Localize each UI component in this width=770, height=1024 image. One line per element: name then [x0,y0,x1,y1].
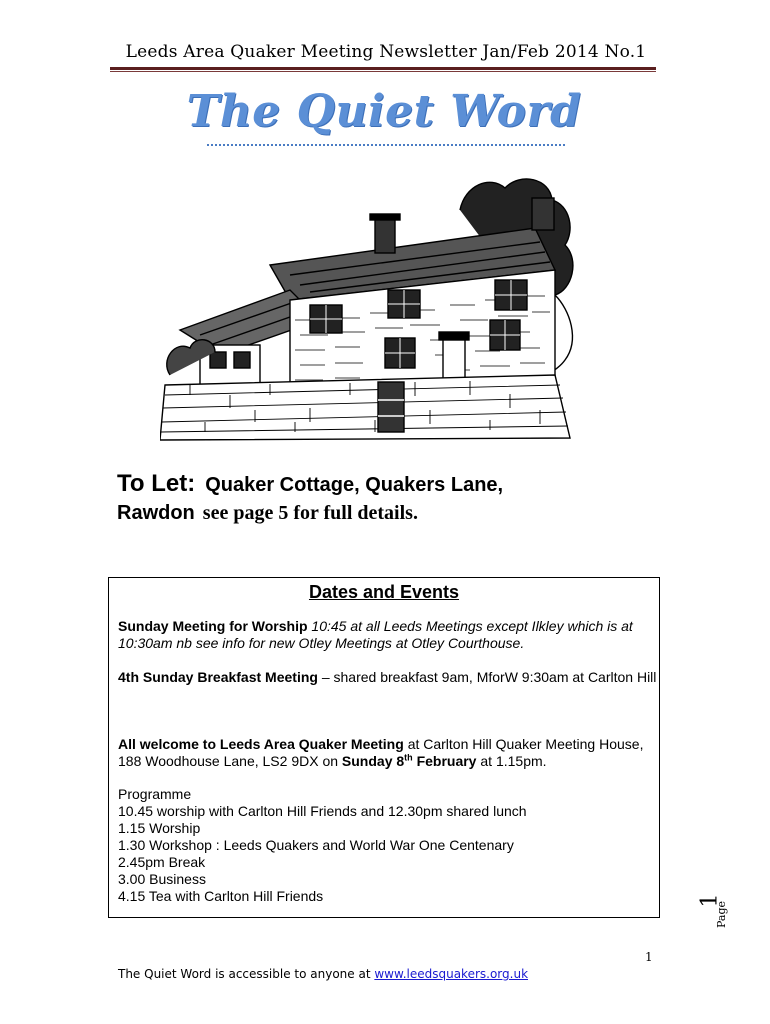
footer-link[interactable]: www.leedsquakers.org.uk [374,967,529,981]
welcome-label: All welcome to Leeds Area Quaker Meeting [118,736,404,752]
welcome-day-suffix: th [404,752,413,763]
to-let-see: see page 5 for full details. [202,502,418,524]
to-let-label: To Let: [117,470,196,497]
to-let-heading [117,470,503,498]
to-let-subline [117,502,418,525]
programme-line: Programme [118,786,192,802]
programme-line: 1.15 Worship [118,820,201,836]
footer-text: The Quiet Word is accessible to anyone at [118,967,371,981]
to-let-town: Rawdon [117,502,195,524]
to-let-address: Quaker Cottage, Quakers Lane, [205,474,504,496]
welcome-time: at 1.15pm. [480,753,547,769]
welcome-paragraph [118,736,658,770]
masthead-underline [207,144,565,146]
programme-line: 1.30 Workshop : Leeds Quakers and World War One Centenary [118,837,514,853]
breakfast-details: – shared breakfast 9am, MforW 9:30am at Carlton Hill [321,669,657,685]
sunday-meeting-paragraph [118,618,658,652]
events-box [108,577,660,918]
sunday-meeting-label: Sunday Meeting for Worship [118,618,308,634]
page-number: 1 [645,950,653,964]
side-page-number: 1 [697,893,723,908]
cottage-drawing-icon [160,170,600,442]
footer [118,967,528,981]
side-page-label: Page [715,900,729,929]
masthead-title: The Quiet Word [186,86,582,137]
programme-line: 4.15 Tea with Carlton Hill Friends [118,888,324,904]
programme-list [118,786,658,905]
welcome-details: at Carlton Hill Quaker Meeting House, 188 Woodhouse Lane, LS2 9DX on [118,736,644,769]
welcome-month: February [416,753,477,769]
programme-line: 10.45 worship with Carlton Hill Friends and 12.30pm shared lunch [118,803,527,819]
breakfast-label: 4th Sunday Breakfast Meeting [118,669,318,685]
programme-line: 2.45pm Break [118,854,206,870]
header-rule-thin [110,71,656,72]
side-page-marker [698,886,728,936]
sunday-meeting-details: 10:45 at all Leeds Meetings except Ilkley which is at 10:30am nb see info for new Otley Meetings at Otley Courthouse. [118,618,633,651]
welcome-day: Sunday 8 [341,753,405,769]
running-header: Leeds Area Quaker Meeting Newsletter Jan/Feb 2014 No.1 [125,42,647,62]
programme-line: 3.00 Business [118,871,206,887]
breakfast-paragraph [118,669,658,686]
events-title: Dates and Events [308,582,460,602]
header-rule [110,67,656,70]
